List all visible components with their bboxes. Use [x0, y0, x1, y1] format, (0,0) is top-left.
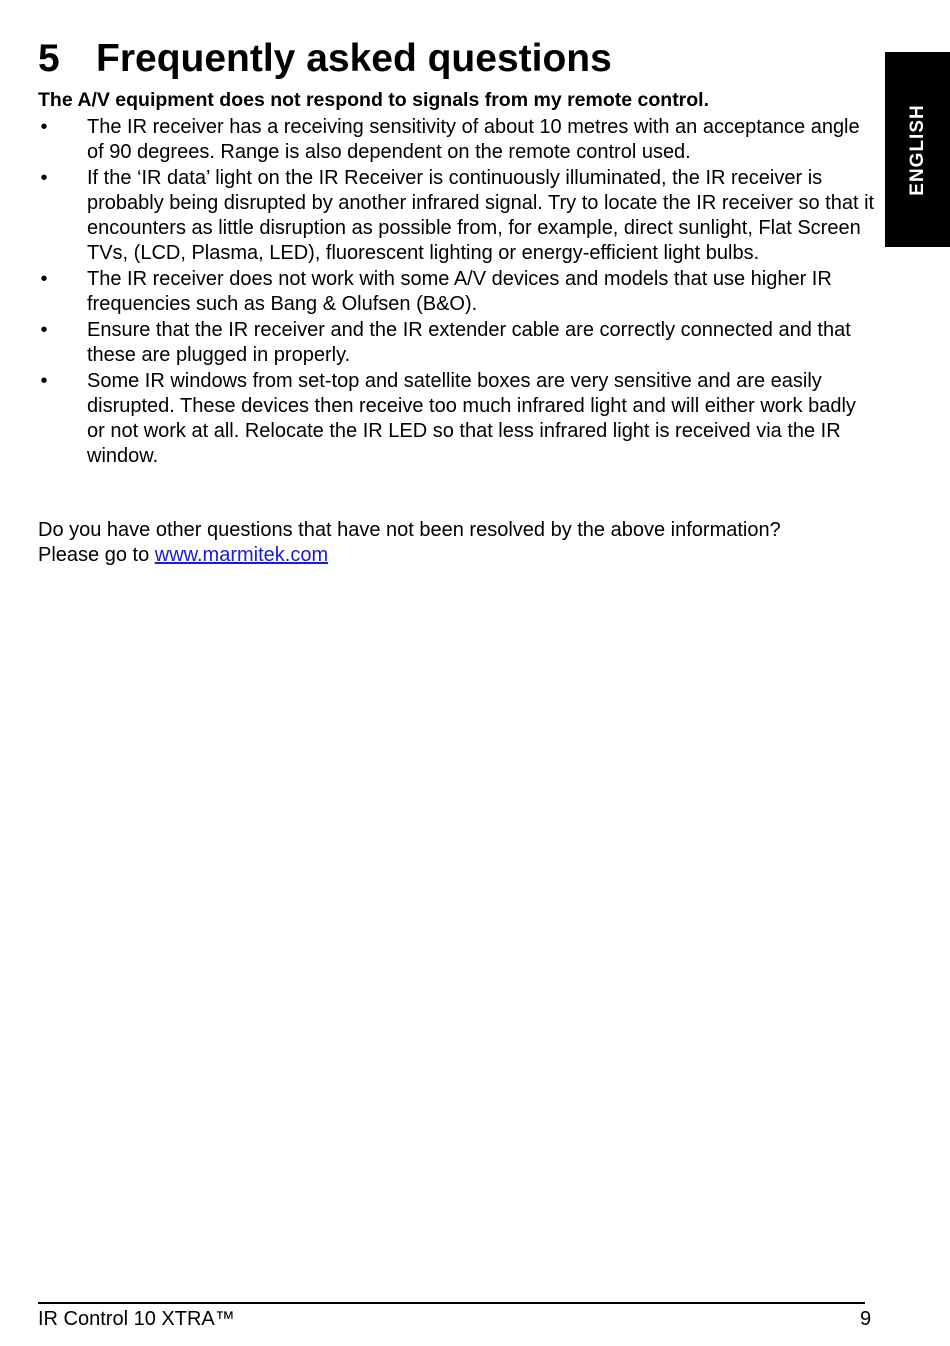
- question-heading: The A/V equipment does not respond to signals from my remote control.: [38, 89, 710, 111]
- list-item-text: The IR receiver does not work with some A/V devices and models that use higher IR frequencies such as Bang & Olufsen (B&O).: [87, 268, 832, 315]
- list-item: [38, 318, 878, 368]
- language-tab: [885, 52, 950, 247]
- page-number: 9: [860, 1308, 872, 1330]
- bullet-icon: •: [40, 319, 48, 341]
- bullet-icon: •: [40, 370, 48, 392]
- list-item: [38, 166, 878, 266]
- footer-divider: [38, 1302, 865, 1304]
- bullet-icon: •: [40, 167, 48, 189]
- list-item: [38, 115, 878, 165]
- list-item-text: Ensure that the IR receiver and the IR extender cable are correctly connected and that these are plugged in properly.: [87, 319, 851, 366]
- section-number: 5: [38, 37, 60, 80]
- bullet-icon: •: [40, 116, 48, 138]
- list-item: [38, 267, 878, 317]
- section-heading: [38, 36, 612, 82]
- footer-product-name: IR Control 10 XTRA™: [38, 1308, 235, 1330]
- website-link[interactable]: www.marmitek.com: [154, 544, 329, 566]
- closing-question: Do you have other questions that have not been resolved by the above information?: [38, 519, 781, 541]
- list-item-text: The IR receiver has a receiving sensitivity of about 10 metres with an acceptance angle of 90 degrees. Range is also dependent on the remote control used.: [87, 116, 860, 163]
- language-tab-label: ENGLISH: [906, 103, 928, 196]
- list-item-text: Some IR windows from set-top and satellite boxes are very sensitive and are easily disrupted. These devices then receive too much infrared light and will either work badly or not work at all. Relocate the IR LED so that less infrared light is received via the IR window.: [87, 370, 856, 467]
- list-item: [38, 369, 878, 469]
- section-title: Frequently asked questions: [96, 37, 612, 80]
- list-item-text: If the ‘IR data’ light on the IR Receiver is continuously illuminated, the IR receiver is probably being disrupted by another infrared signal. Try to locate the IR receiver so that it encounters as little disruption as possible from, for example, direct sunlight, Flat Screen TVs, (LCD, Plasma, LED), fluorescent lighting or energy-efficient light bulbs.: [87, 167, 875, 264]
- closing-prefix: Please go to: [38, 544, 155, 566]
- bullet-icon: •: [40, 268, 48, 290]
- closing-paragraph: [38, 518, 878, 568]
- answer-list: [38, 115, 878, 470]
